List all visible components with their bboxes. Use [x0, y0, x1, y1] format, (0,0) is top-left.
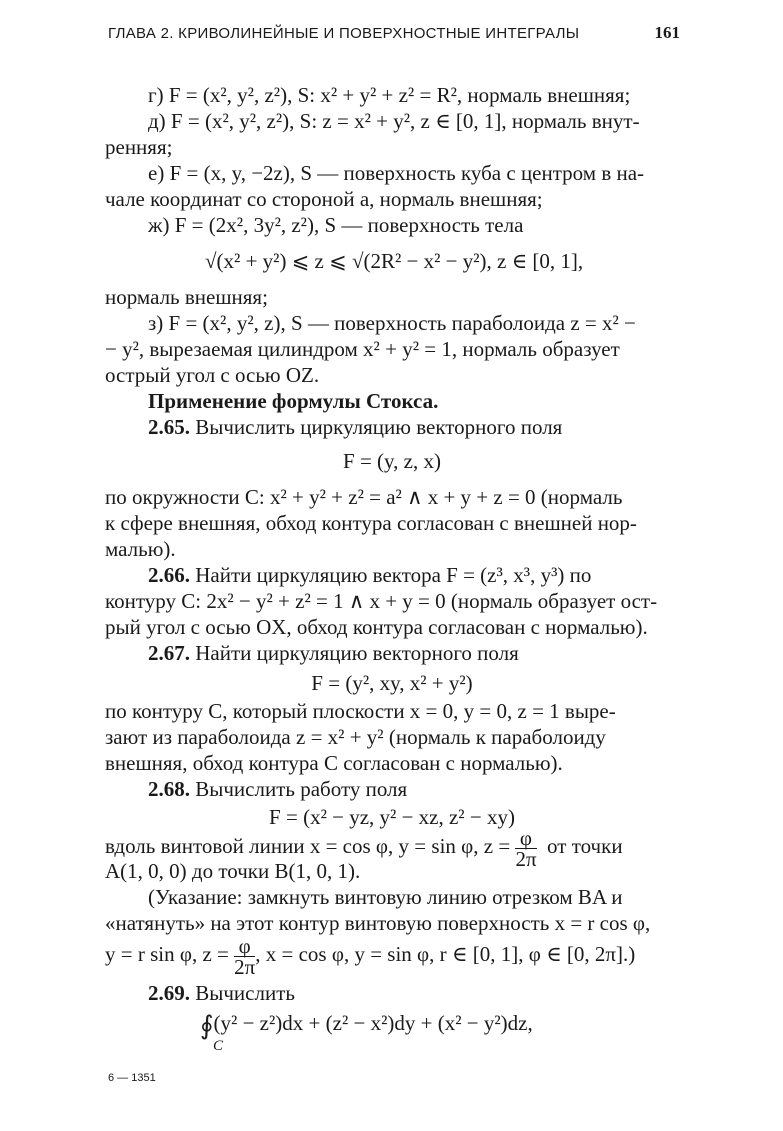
problem-number: 2.67.: [148, 641, 190, 665]
integrand: (y² − z²)dx + (z² − x²)dy + (x² − y²)dz,: [213, 1011, 533, 1035]
item-zh-line1: ж) F = (2x², 3y², z²), S — поверхность тела: [148, 213, 524, 237]
problem-2-65-title: [148, 414, 562, 440]
text-segment: вдоль винтовой линии x = cos φ, y = sin φ, z =: [105, 834, 511, 858]
page-number: 161: [654, 23, 680, 42]
problem-2-67-line2: зают из параболоида z = x² + y² (нормаль к параболоиду: [105, 725, 606, 749]
problem-number: 2.66.: [148, 563, 190, 587]
problem-2-68-hint-line1: (Указание: замкнуть винтовую линию отрезком BA и: [148, 885, 623, 909]
problem-number: 2.68.: [148, 777, 190, 801]
problem-2-68-formula: F = (x² − yz, y² − xz, z² − xy): [269, 805, 515, 829]
problem-2-65-formula: F = (y, z, x): [343, 449, 441, 473]
problem-2-69-title: [148, 980, 295, 1006]
denominator: 2π: [234, 954, 256, 979]
numerator: φ: [515, 828, 536, 849]
problem-number: 2.65.: [148, 415, 190, 439]
item-z-line1: з) F = (x², y², z), S — поверхность параболоида z = x² −: [148, 311, 636, 335]
problem-2-65-line3: малью).: [105, 537, 176, 561]
integral-contour-label: C: [213, 1038, 224, 1054]
problem-2-65-line2: к сфере внешняя, обход контура согласован с внешней нор-: [105, 511, 637, 535]
fraction: [515, 825, 537, 871]
chapter-title: ГЛАВА 2. КРИВОЛИНЕЙНЫЕ И ПОВЕРХНОСТНЫЕ ИНТЕГРАЛЫ: [108, 25, 580, 42]
problem-text: Вычислить работу поля: [195, 777, 408, 801]
problem-2-67-title: [148, 640, 519, 666]
problem-number: 2.69.: [148, 981, 190, 1005]
problem-text: Найти циркуляцию вектора F = (z³, x³, y³) по: [195, 563, 592, 587]
problem-2-66-line1: [148, 562, 591, 588]
problem-2-67-line3: внешняя, обход контура C согласован с нормалью).: [105, 751, 563, 775]
item-zh-formula: √(x² + y²) ⩽ z ⩽ √(2R² − x² − y²), z ∈ [0, 1],: [205, 249, 584, 273]
item-g: г) F = (x², y², z²), S: x² + y² + z² = R², нормаль внешняя;: [148, 83, 631, 107]
problem-text: Вычислить циркуляцию векторного поля: [195, 415, 563, 439]
item-d-line2: ренняя;: [105, 135, 173, 159]
item-z-line2: − y², вырезаемая цилиндром x² + y² = 1, нормаль образует: [105, 337, 620, 361]
problem-2-68-hint-line3: [105, 934, 635, 977]
item-zh-line2: нормаль внешняя;: [105, 285, 268, 309]
problem-2-68-line2: A(1, 0, 0) до точки B(1, 0, 1).: [105, 859, 361, 883]
problem-2-65-line1: по окружности C: x² + y² + z² = a² ∧ x + y + z = 0 (нормаль: [105, 485, 623, 509]
text-segment: от точки: [547, 834, 623, 858]
problem-2-67-formula: F = (y², xy, x² + y²): [311, 671, 473, 695]
problem-2-68-title: [148, 776, 407, 802]
problem-2-66-line3: рый угол с осью OX, обход контура согласован с нормалью).: [105, 615, 648, 639]
contour-integral-sign: ∮: [200, 1011, 214, 1040]
problem-text: Найти циркуляцию векторного поля: [195, 641, 519, 665]
problem-2-69-formula: [200, 1010, 533, 1039]
item-z-line3: острый угол с осью OZ.: [105, 363, 320, 387]
running-header: [108, 23, 680, 45]
text-segment: , x = cos φ, y = sin φ, r ∈ [0, 1], φ ∈ [0, 2π].): [255, 942, 636, 966]
fraction: [234, 933, 256, 979]
problem-2-66-line2: контуру C: 2x² − y² + z² = 1 ∧ x + y = 0 (нормаль образует ост-: [105, 589, 658, 613]
denominator: 2π: [515, 846, 537, 871]
section-heading: Применение формулы Стокса.: [148, 389, 439, 413]
item-e-line1: е) F = (x, y, −2z), S — поверхность куба с центром в на-: [148, 161, 645, 185]
numerator: φ: [234, 936, 255, 957]
footer-signature: 6 — 1351: [108, 1072, 156, 1084]
item-d-line1: д) F = (x², y², z²), S: z = x² + y², z ∈ [0, 1], нормаль внут-: [148, 109, 640, 133]
problem-2-68-hint-line2: «натянуть» на этот контур винтовую поверхность x = r cos φ,: [105, 911, 651, 935]
text-segment: y = r sin φ, z =: [105, 942, 229, 966]
problem-2-67-line1: по контуру C, который плоскости x = 0, y = 0, z = 1 выре-: [105, 699, 616, 723]
item-e-line2: чале координат со стороной a, нормаль внешняя;: [105, 187, 543, 211]
problem-text: Вычислить: [195, 981, 295, 1005]
